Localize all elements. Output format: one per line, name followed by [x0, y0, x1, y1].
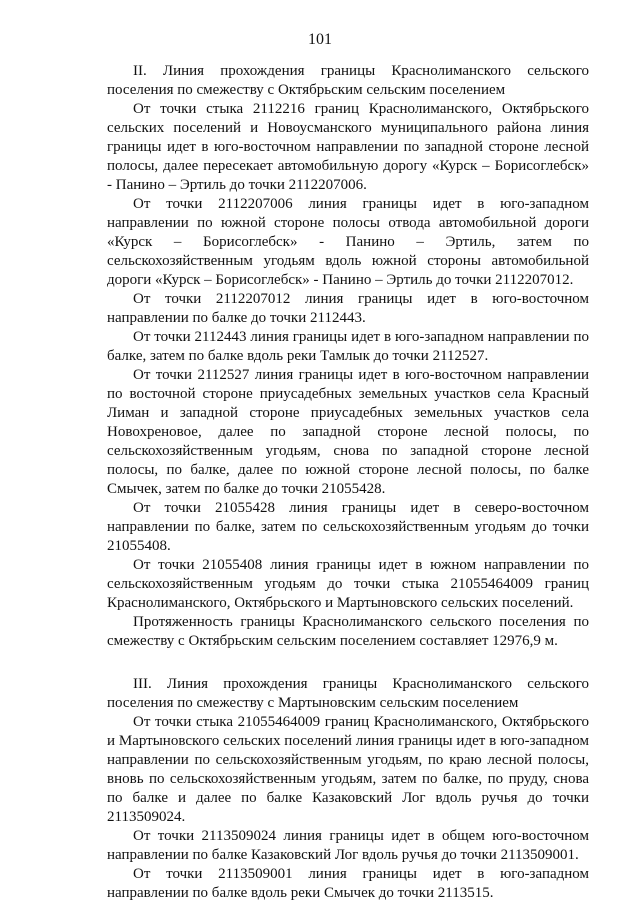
section-2-paragraph-3: От точки 2112207012 линия границы идет в юго-восточном направлении по балке до точки 2112443. — [107, 291, 589, 326]
section-3-paragraph-2: От точки 2113509024 линия границы идет в общем юго-восточном направлении по балке Казаковский Лог вдоль ручья до точки 2113509001. — [107, 828, 589, 863]
section-2-heading: II. Линия прохождения границы Краснолиманского сельского поселения по смежеству с Октябрьским сельским поселением — [107, 63, 589, 98]
page-number: 101 — [308, 31, 332, 48]
section-2-paragraph-7: От точки 21055408 линия границы идет в южном направлении по сельскохозяйственным угодьям до точки стыка 21055464009 границ Краснолиманского, Октябрьского и Мартыновского сельских поселений. — [107, 557, 589, 611]
section-divider — [107, 651, 589, 675]
section-3-paragraph-3: От точки 2113509001 линия границы идет в юго-западном направлении по балке вдоль реки Смычек до точки 2113515. — [107, 866, 589, 901]
section-3-paragraph-1: От точки стыка 21055464009 границ Краснолиманского, Октябрьского и Мартыновского сельских поселений линия границы идет в юго-западном направлении по сельскохозяйственным угодьям, по краю лесной полосы, вновь по сельскохозяйственным угодьям, затем по балке, по пруду, снова по балке и далее по балке Казаковский Лог вдоль ручья до точки 2113509024. — [107, 714, 589, 825]
section-2-paragraph-2: От точки 2112207006 линия границы идет в юго-западном направлении по южной стороне полосы отвода автомобильной дороги «Курск – Борисоглебск» - Панино – Эртиль, затем по сельскохозяйственным угодьям вдоль южной стороны автомобильной дороги «Курск – Борисоглебск» - Панино – Эртиль до точки 2112207012. — [107, 196, 589, 288]
document-body — [107, 62, 589, 903]
section-2-paragraph-4: От точки 2112443 линия границы идет в юго-западном направлении по балке, затем по балке вдоль реки Тамлык до точки 2112527. — [107, 329, 589, 364]
section-2-paragraph-1: От точки стыка 2112216 границ Краснолиманского, Октябрьского сельских поселений и Новоусманского муниципального района линия границы идет в юго-восточном направлении по западной стороне лесной полосы, далее пересекает автомобильную дорогу «Курск – Борисоглебск» - Панино – Эртиль до точки 2112207006. — [107, 101, 589, 193]
section-3-heading: III. Линия прохождения границы Краснолиманского сельского поселения по смежеству с Мартыновским сельским поселением — [107, 676, 589, 711]
section-2-paragraph-6: От точки 21055428 линия границы идет в северо-восточном направлении по балке, затем по сельскохозяйственным угодьям до точки 21055408. — [107, 500, 589, 554]
section-2-paragraph-5: От точки 2112527 линия границы идет в юго-восточном направлении по восточной стороне приусадебных земельных участков села Красный Лиман и западной стороне приусадебных земельных участков села Новохреновое, далее по западной стороне лесной полосы, по сельскохозяйственным угодьям, снова по западной стороне лесной полосы, по балке, далее по южной стороне лесной полосы, по балке Смычек, затем по балке до точки 21055428. — [107, 367, 589, 497]
section-2-total-length: Протяженность границы Краснолиманского сельского поселения по смежеству с Октябрьским сельским поселением составляет 12976,9 м. — [107, 614, 589, 649]
